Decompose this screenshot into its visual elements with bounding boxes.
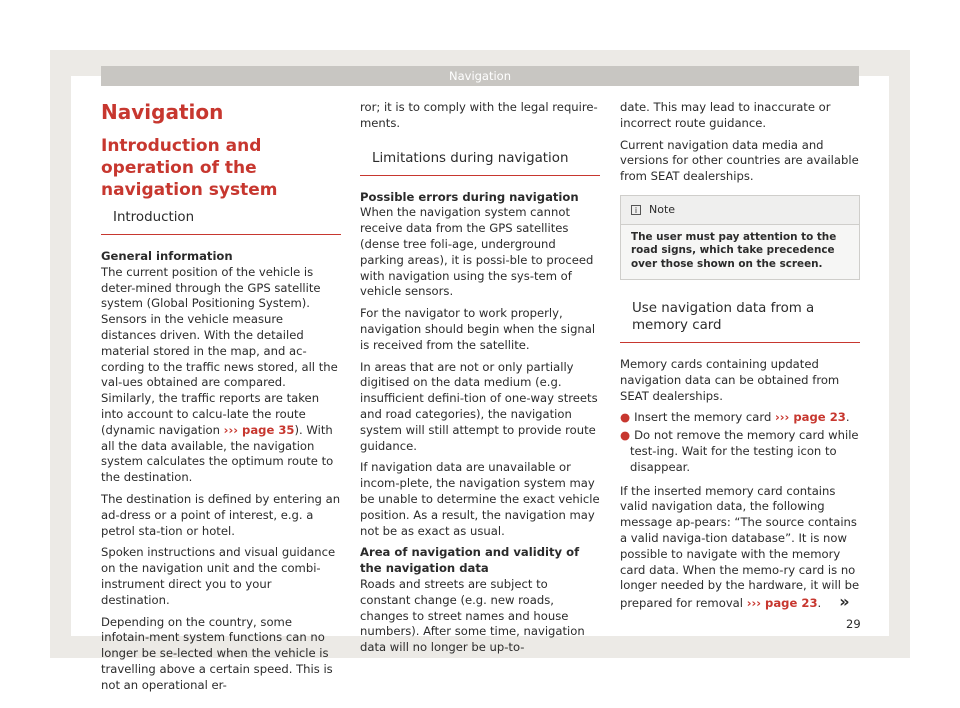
paragraph: date. This may lead to inaccurate or incorrect route guidance. (620, 100, 831, 130)
text: Do not remove the memory card while test-ing. Wait for the testing icon to disappear. (630, 428, 859, 474)
subheading-area-validity: Area of navigation and validity of the navigation data (360, 545, 580, 576)
bullet-dot-icon: ● (620, 428, 631, 443)
column-2 (360, 100, 600, 662)
text: ). With all the data available, the navigation system calculates the optimum route to the destination. (101, 422, 334, 485)
bullet-item (620, 428, 860, 475)
chapter-title: Navigation (101, 100, 224, 124)
page-reference-link[interactable]: ››› page 23 (775, 410, 846, 425)
paragraph (620, 484, 860, 612)
bullet-item (620, 410, 860, 426)
continue-arrow-icon: » (839, 592, 850, 612)
page-reference-link[interactable]: ››› page 35 (223, 422, 295, 437)
note-box (620, 195, 860, 280)
subheading-general-information: General information (101, 249, 233, 263)
paragraph: In areas that are not or only partially digitised on the data medium (e.g. insufficient defini-tion of one-way streets and road categories), the navigation system will still attempt to provide route guidance. (360, 359, 598, 453)
note-text: The user must pay attention to the road signs, which take precedence over those shown on the screen. (621, 225, 859, 279)
paragraph: For the navigator to work properly, navigation should begin when the signal is received from the satellite. (360, 306, 596, 352)
subheading-possible-errors: Possible errors during navigation (360, 189, 579, 204)
paragraph: ror; it is to comply with the legal require-ments. (360, 100, 598, 130)
paragraph: Memory cards containing updated navigation data can be obtained from SEAT dealerships. (620, 357, 840, 403)
paragraph (101, 265, 341, 486)
paragraph: Depending on the country, some infotain-ment system functions can no longer be se-lected when the vehicle is travelling above a certain speed. This is not an operational er- (101, 614, 333, 692)
page-number: 29 (846, 617, 861, 631)
running-header: Navigation (101, 66, 859, 86)
column-3 (620, 100, 860, 618)
column-1 (101, 100, 341, 700)
bullet-dot-icon: ● (620, 410, 631, 425)
paragraph: The destination is defined by entering an ad-dress or a point of interest, e.g. a petrol sta-tion or hotel. (101, 491, 341, 538)
page-reference-link[interactable]: ››› page 23 (746, 596, 818, 611)
chapter-subtitle: Introduction and operation of the navigation system (101, 136, 278, 200)
text: . (817, 596, 822, 611)
paragraph: When the navigation system cannot receive data from the GPS satellites (dense tree foli-age, underground parking areas), it is possi-ble to proceed with navigation using the sys-tem of vehicle sensors. (360, 205, 594, 299)
section-heading-introduction: Introduction (101, 209, 341, 235)
paragraph: Current navigation data media and versions for other countries are available from SEAT dealerships. (620, 137, 859, 184)
paragraph: Spoken instructions and visual guidance on the navigation unit and the combi-instrument direct you to your destination. (101, 545, 336, 607)
note-label: Note (649, 202, 676, 216)
info-icon: i (631, 205, 641, 215)
note-header (621, 196, 859, 225)
paragraph: If navigation data are unavailable or incom-plete, the navigation system may be unable to determine the exact vehicle position. As a result, the navigation may not be as exact as usual. (360, 460, 600, 538)
section-heading-limitations: Limitations during navigation (360, 150, 600, 176)
text: . (845, 410, 850, 425)
text: The current position of the vehicle is deter-mined through the GPS satellite system (Global Positioning System). Sensors in the vehicle measure distances driven. With the detailed material stored in the map, and ac-cording to the traffic news stored, all the val-ues obtained are compared. Similarly, the traffic reports are taken into account to calcu-late the route (dynamic navigation (101, 264, 338, 437)
text: Insert the memory card (634, 410, 775, 425)
paragraph: Roads and streets are subject to constant change (e.g. new roads, changes to street names and house numbers). After some time, navigation data will no longer be up-to- (360, 576, 585, 655)
section-heading-memory-card: Use navigation data from a memory card (620, 300, 860, 343)
text: If the inserted memory card contains valid navigation data, the following message ap-pears: “The source contains a valid naviga-tion database”. It is now possible to navigate with the memory card data. When the memo-ry card is no longer needed by the hardware, it will be prepared for removal (620, 483, 860, 611)
